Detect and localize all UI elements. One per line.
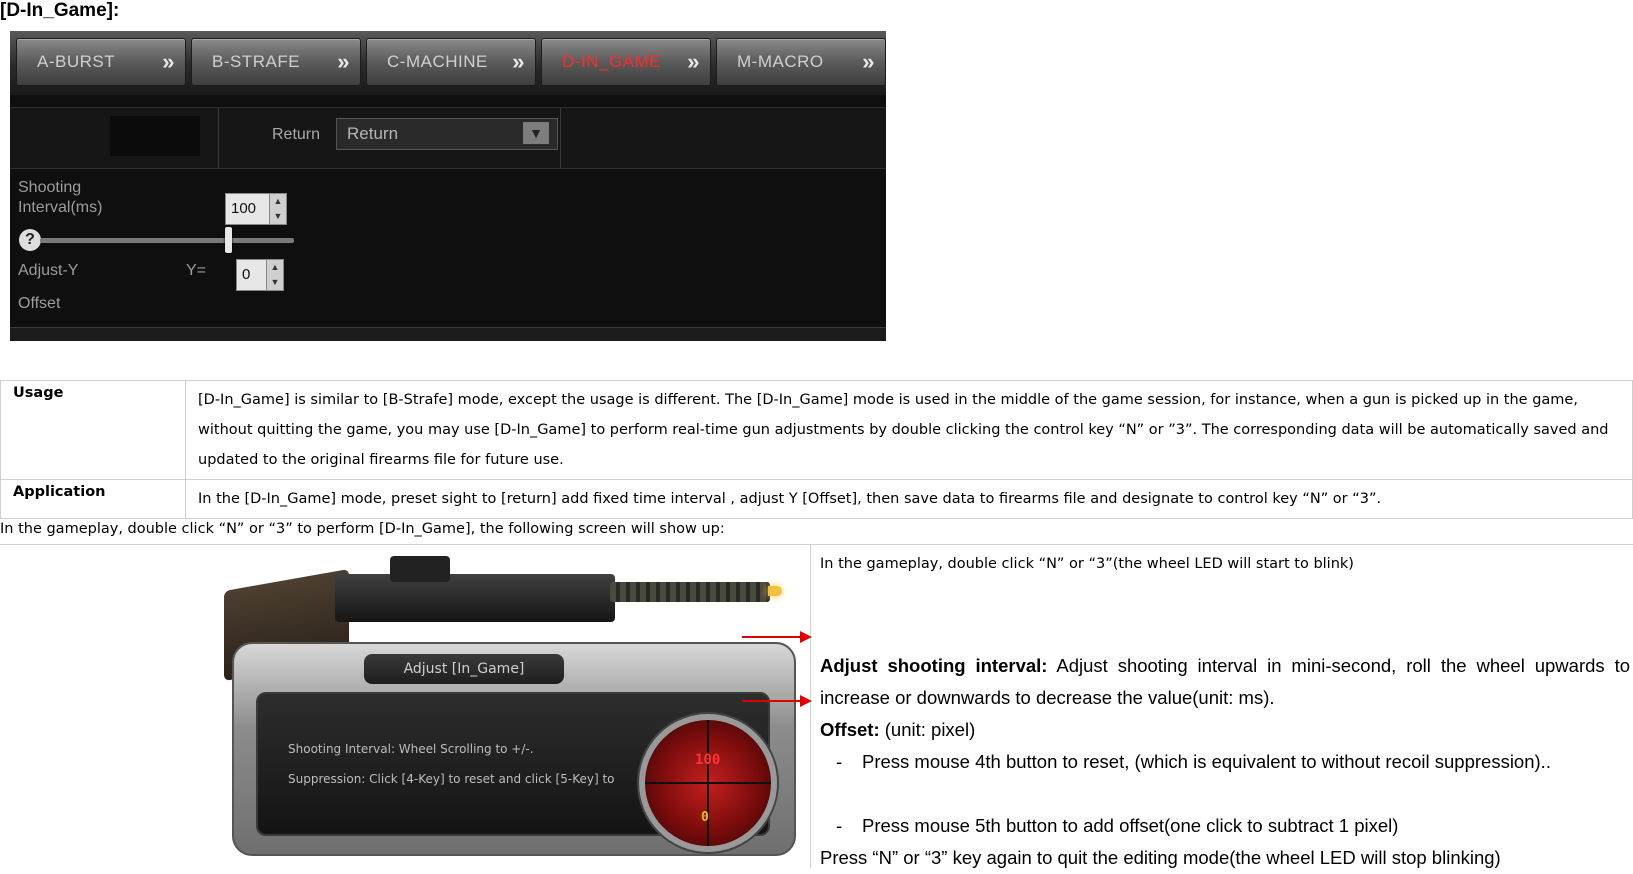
tab-label: D-IN_GAME (562, 52, 661, 71)
arrow-line (742, 636, 802, 638)
gameplay-note: In the gameplay, double click “N” or “3” to perform [D-In_Game], the following screen will show up: (0, 515, 1633, 545)
arrow-line (742, 700, 802, 702)
tab-c-machine[interactable] (366, 38, 536, 86)
slider-handle[interactable] (225, 227, 232, 253)
instructions-panel (820, 544, 1630, 868)
y-label: Y= (186, 262, 207, 279)
instructions-intro: In the gameplay, double click “N” or “3”(the wheel LED will start to blink) (820, 556, 1354, 572)
table-row (1, 381, 1633, 480)
y-offset-value: 0 (242, 266, 251, 283)
section-heading: [D-In_Game]: (0, 0, 120, 21)
application-text: In the [D-In_Game] mode, preset sight to [return] add fixed time interval , adjust Y [Offset], then save data to firearms file and designate to control key “N” or “3”. (186, 480, 1633, 519)
crosshair-dial (639, 714, 777, 852)
adjust-interval-title: Adjust shooting interval: (820, 655, 1048, 676)
usage-text: [D-In_Game] is similar to [B-Strafe] mode, except the usage is different. The [D-In_Game] mode is used in the middle of the game session, for instance, when a gun is picked up in the game, without quitting the game, you may use [D-In_Game] to perform real-time gun adjustments by double clicking the control key “N” or ”3”. The corresponding data will be automatically saved and updated to the original firearms file for future use. (186, 381, 1633, 480)
ingame-overlay (220, 552, 800, 862)
overlay-title: Adjust [In_Game] (364, 654, 564, 684)
dial-offset-value: 0 (701, 810, 709, 825)
adjust-y-label: Adjust-Y (18, 262, 79, 279)
dropdown-arrow-icon[interactable]: ▼ (523, 122, 549, 144)
chevron-right-icon: » (162, 49, 175, 74)
offset-label: Offset (18, 295, 61, 312)
return-label: Return (272, 126, 321, 143)
chevron-right-icon: » (862, 49, 875, 74)
rifle-barrel-shape (610, 582, 770, 602)
usage-key: Usage (1, 381, 186, 480)
y-offset-stepper[interactable] (236, 259, 284, 291)
offset-title: Offset: (820, 719, 880, 740)
bullet-reset (836, 746, 1616, 778)
application-key: Application (1, 480, 186, 519)
return-select-value: Return (347, 124, 399, 143)
overlay-line-suppression: Suppression: Click [4-Key] to reset and click [5-Key] to (288, 772, 615, 786)
shooting-interval-stepper[interactable] (225, 193, 287, 225)
bullet-dash: - (836, 751, 843, 772)
adjust-interval-text: Adjust shooting interval in mini-second, roll the wheel upwards to increase or downwards to decrease the value(unit: ms). (820, 655, 1630, 708)
tab-a-burst[interactable] (16, 38, 186, 86)
tab-label: M-MACRO (737, 52, 824, 71)
tab-d-in-game[interactable] (541, 38, 711, 86)
bullet-dash: - (836, 815, 843, 836)
mode-tab-bar (10, 31, 886, 95)
tab-b-strafe[interactable] (191, 38, 361, 86)
table-row (1, 480, 1633, 519)
offset-text: (unit: pixel) (879, 719, 976, 740)
stepper-arrows-icon[interactable]: ▲ ▼ (269, 194, 286, 224)
tab-label: B-STRAFE (212, 52, 301, 71)
return-toolbar (10, 107, 886, 169)
help-icon[interactable]: ? (19, 229, 41, 251)
tab-label: C-MACHINE (387, 52, 488, 71)
tab-label: A-BURST (37, 52, 116, 71)
ingame-screen-illustration (0, 544, 811, 868)
bullet-add-offset (836, 810, 1398, 842)
divider (218, 108, 219, 168)
empty-slot (110, 116, 200, 156)
chevron-right-icon: » (687, 49, 700, 74)
overlay-panel (232, 642, 796, 856)
divider (560, 108, 561, 168)
software-screenshot (10, 31, 886, 341)
offset-instruction (820, 714, 975, 746)
adjust-interval-instruction (820, 650, 1630, 714)
bullet-add-offset-text: Press mouse 5th button to add offset(one click to subtract 1 pixel) (862, 815, 1399, 836)
tab-m-macro[interactable] (716, 38, 886, 86)
muzzle-flash-shape (768, 586, 782, 596)
mode-description-table (0, 380, 1633, 519)
dial-interval-value: 100 (695, 752, 721, 768)
return-select[interactable] (336, 118, 558, 150)
rifle-scope-shape (390, 556, 450, 582)
stepper-arrows-icon[interactable]: ▲ ▼ (266, 260, 283, 290)
bullet-reset-text: Press mouse 4th button to reset, (which is equivalent to without recoil suppression).. (862, 751, 1551, 772)
chevron-right-icon: » (337, 49, 350, 74)
arrow-right-icon (800, 631, 812, 643)
shooting-interval-slider[interactable] (40, 238, 294, 243)
overlay-line-interval: Shooting Interval: Wheel Scrolling to +/-. (288, 742, 534, 756)
shooting-interval-label: Shooting Interval(ms) (18, 179, 103, 216)
shooting-interval-value: 100 (231, 200, 257, 217)
crosshair-line (707, 720, 709, 846)
rifle-body-shape (335, 574, 615, 622)
quit-instruction: Press “N” or “3” key again to quit the editing mode(the wheel LED will stop blinking) (820, 847, 1501, 868)
arrow-right-icon (800, 695, 812, 707)
status-bar (10, 327, 886, 341)
chevron-right-icon: » (512, 49, 525, 74)
